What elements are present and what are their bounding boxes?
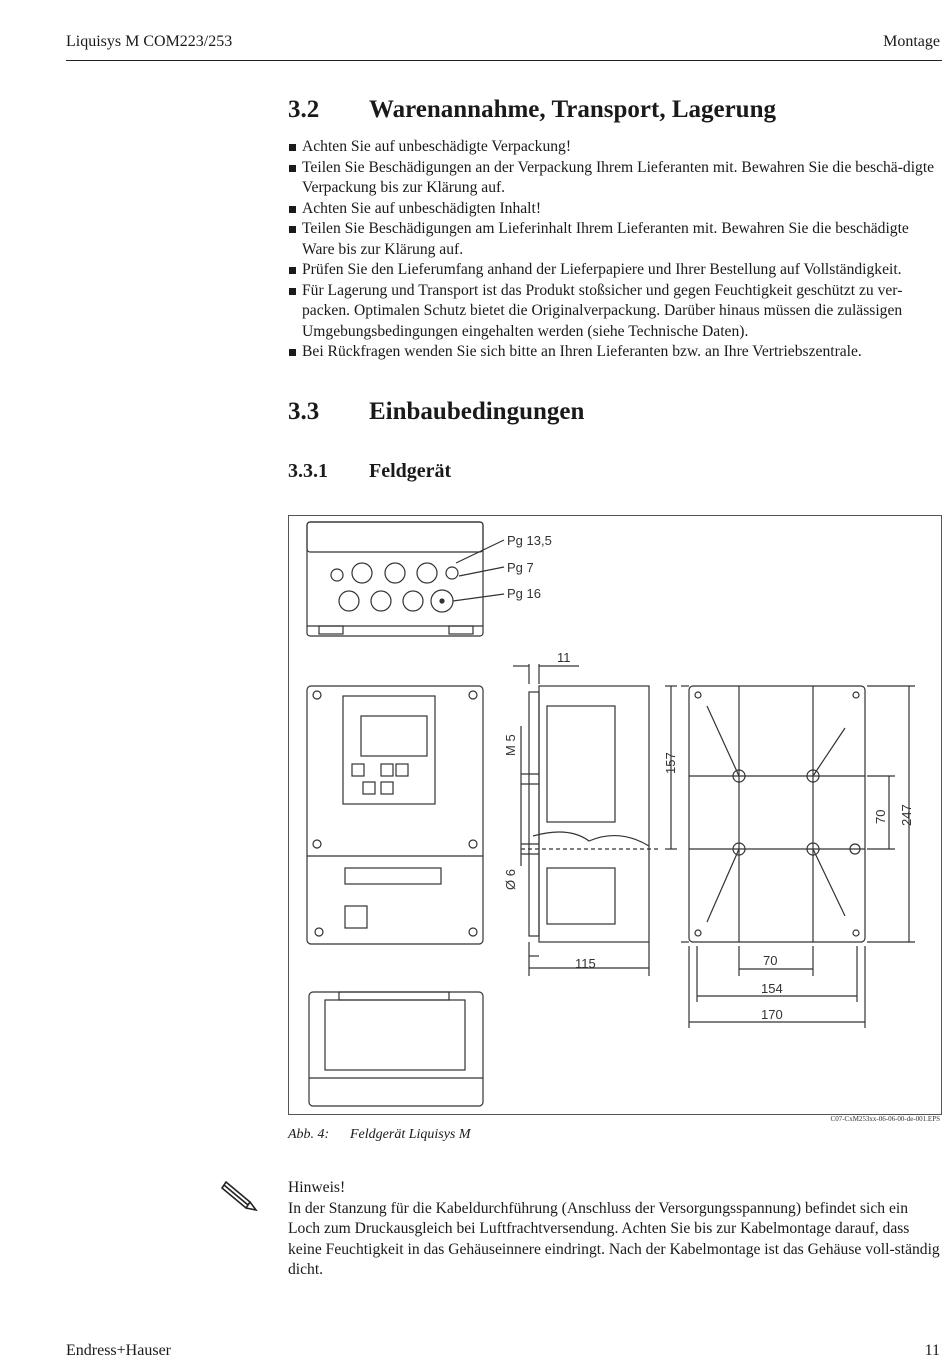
section-title: Einbaubedingungen — [369, 398, 585, 425]
note-title: Hinweis! — [288, 1179, 346, 1196]
list-item: Bei Rückfragen wenden Sie sich bitte an Ihren Lieferanten bzw. an Ihre Vertriebszentrale. — [288, 342, 940, 363]
header-product: Liquisys M COM223/253 — [66, 33, 233, 50]
note-box — [288, 1178, 942, 1281]
footer-company: Endress+Hauser — [66, 1342, 171, 1359]
dim-247: 247 — [899, 804, 914, 826]
header-rule — [66, 60, 942, 61]
technical-drawing — [289, 516, 941, 1114]
section-number: 3.3 — [288, 398, 320, 425]
note-text: In der Stanzung für die Kabeldurchführung (Anschluss der Versorgungsspannung) befindet sich ein Loch zum Druckausgleich bei Luftfrachtversendung. Achten Sie bis zur Kabelmontage darauf, dass keine Feuchtigkeit in das Gehäuseinnere eindringt. Nach der Kabelmontage ist das Gehäuse voll-ständig dicht. — [288, 1199, 940, 1278]
dim-diameter-6: Ø 6 — [503, 869, 518, 890]
housing-bottom-view — [307, 522, 504, 636]
housing-front-view — [307, 686, 483, 944]
caption-label: Abb. 4: — [288, 1127, 330, 1142]
section-number: 3.2 — [288, 96, 320, 123]
label-pg-7: Pg 7 — [507, 560, 534, 575]
label-pg-13-5: Pg 13,5 — [507, 533, 552, 548]
dim-154: 154 — [761, 981, 783, 996]
dim-m5: M 5 — [503, 734, 518, 756]
dim-115: 115 — [575, 956, 596, 971]
page-number: 11 — [924, 1342, 940, 1359]
section-title: Warenannahme, Transport, Lagerung — [369, 96, 776, 123]
section-3-3-heading — [288, 398, 584, 426]
dim-70-vertical: 70 — [873, 809, 888, 824]
section-number: 3.3.1 — [288, 460, 328, 482]
figure-feldgeraet — [288, 515, 942, 1115]
label-pg-16: Pg 16 — [507, 586, 541, 601]
header-chapter: Montage — [883, 33, 940, 50]
list-item: Teilen Sie Beschädigungen an der Verpackung Ihrem Lieferanten mit. Bewahren Sie die beschä-digte Verpackung bis zur Klärung auf. — [288, 158, 940, 199]
dim-11: 11 — [557, 650, 571, 665]
list-item: Achten Sie auf unbeschädigten Inhalt! — [288, 199, 940, 220]
housing-side-view — [513, 664, 677, 976]
section-title: Feldgerät — [369, 460, 452, 482]
pencil-icon — [220, 1178, 260, 1212]
figure-caption — [288, 1127, 471, 1143]
section-3-3-1-heading — [288, 460, 451, 483]
list-item: Achten Sie auf unbeschädigte Verpackung! — [288, 137, 940, 158]
housing-top-view — [309, 992, 483, 1106]
list-item: Für Lagerung und Transport ist das Produkt stoßsicher und gegen Feuchtigkeit geschützt zu ver-packen. Optimalen Schutz bietet die Originalverpackung. Darüber hinaus müssen die zulässigen Umgebungsbedingungen eingehalten werden (siehe Technische Daten). — [288, 281, 940, 343]
dim-70-horizontal: 70 — [763, 953, 778, 968]
dim-170: 170 — [761, 1007, 783, 1022]
list-item: Teilen Sie Beschädigungen am Lieferinhalt Ihrem Lieferanten mit. Bewahren Sie die beschädigte Ware bis zur Klärung auf. — [288, 219, 940, 260]
list-item: Prüfen Sie den Lieferumfang anhand der Lieferpapiere und Ihrer Bestellung auf Vollständigkeit. — [288, 260, 940, 281]
bullet-list — [288, 137, 940, 363]
figure-code: C07-CxM253xx-06-06-00-de-001.EPS — [830, 1115, 940, 1123]
housing-rear-view — [681, 686, 915, 1028]
dim-157: 157 — [663, 752, 678, 774]
caption-text: Feldgerät Liquisys M — [350, 1127, 471, 1142]
section-3-2-heading — [288, 96, 776, 124]
